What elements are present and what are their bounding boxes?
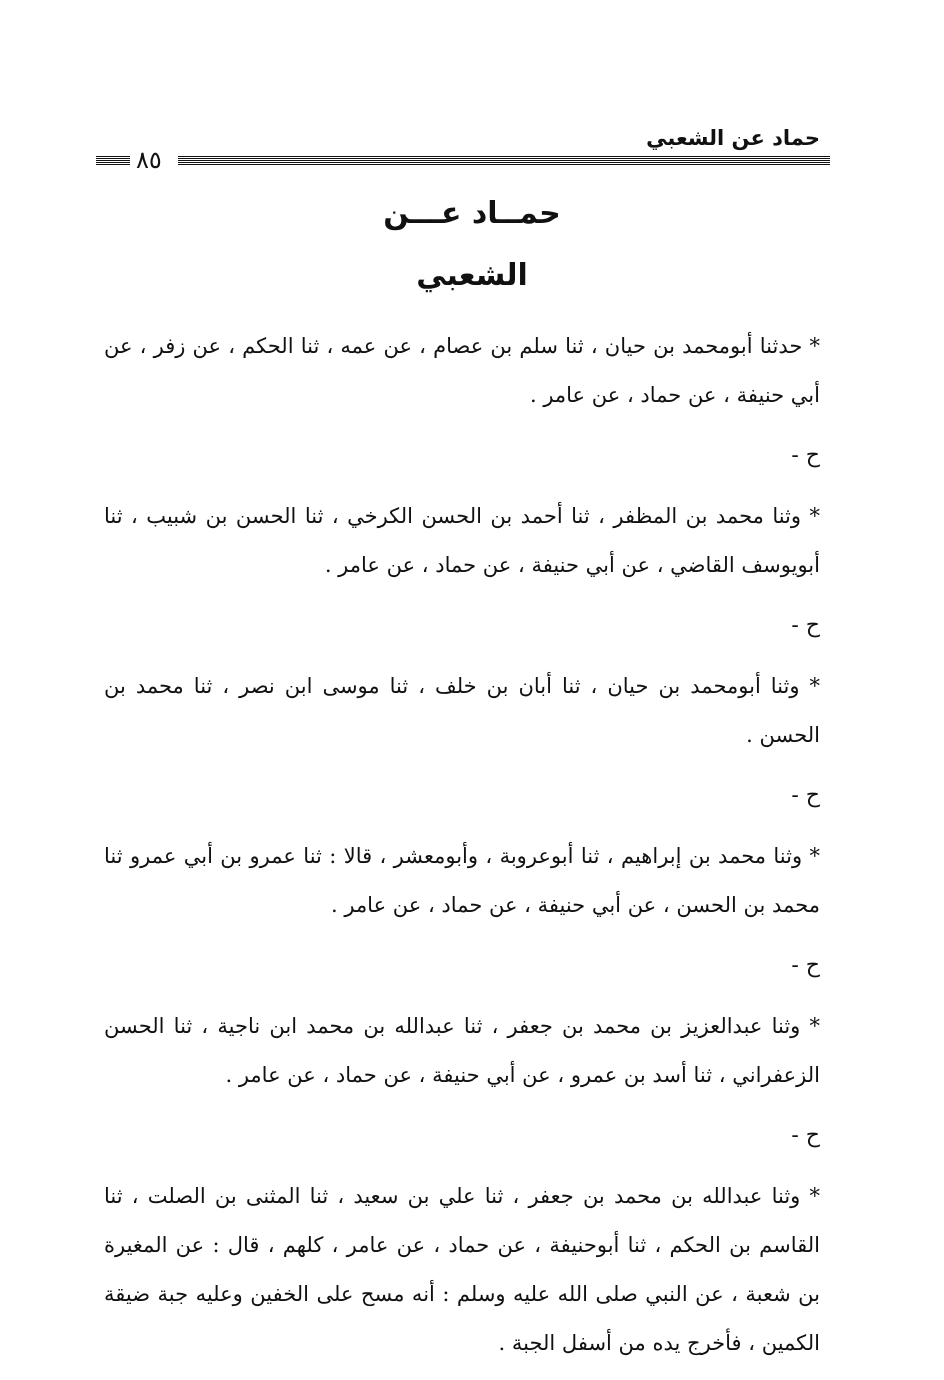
chain-divider-label: ح - <box>791 613 820 638</box>
chain-divider <box>104 1100 820 1172</box>
hadith-chain-5: * وثنا عبدالعزيز بن محمد بن جعفر ، ثنا عبدالله بن محمد ابن ناجية ، ثنا الحسن الزعفراني ، ثنا أسد بن عمرو ، عن أبي حنيفة ، عن حماد ، عن عامر . <box>104 1014 820 1087</box>
chapter-title-line-2: الشعبي <box>416 258 528 293</box>
chain-divider-label: ح - <box>791 783 820 808</box>
hadith-chain-2: * وثنا محمد بن المظفر ، ثنا أحمد بن الحسن الكرخي ، ثنا الحسن بن شبيب ، ثنا أبويوسف القاضي ، عن أبي حنيفة ، عن حماد ، عن عامر . <box>104 504 820 577</box>
chain-divider <box>104 760 820 832</box>
header-rule <box>178 156 830 166</box>
hadith-text-6: * وثنا عبدالله بن محمد بن جعفر ، ثنا علي بن سعيد ، ثنا المثنى بن الصلت ، ثنا القاسم بن الحكم ، ثنا أبوحنيفة ، عن حماد ، عن عامر ، كلهم ، قال : عن المغيرة بن شعبة ، عن النبي صلى الله عليه وسلم : أنه مسح على الخفين وعليه جبة ضيقة الكمين ، فأخرج يده من أسفل الجبة . <box>104 1184 820 1355</box>
hadith-chain-3: * وثنا أبومحمد بن حيان ، ثنا أبان بن خلف ، ثنا موسى ابن نصر ، ثنا محمد بن الحسن . <box>104 674 820 747</box>
chain-divider <box>104 930 820 1002</box>
chain-divider-label: ح - <box>791 1123 820 1148</box>
chain-divider <box>104 590 820 662</box>
page-number: ٨٥ <box>136 146 162 174</box>
body-text <box>104 322 820 1368</box>
hadith-chain-1: * حدثنا أبومحمد بن حيان ، ثنا سلم بن عصام ، عن عمه ، ثنا الحكم ، عن زفر ، عن أبي حنيفة ، عن حماد ، عن عامر . <box>104 334 820 407</box>
header-rule-short <box>96 156 130 166</box>
chain-divider <box>104 420 820 492</box>
chapter-title-line-1: حمــاد عـــن <box>383 196 561 231</box>
running-header-title: حماد عن الشعبي <box>646 126 820 150</box>
chain-divider-label: ح - <box>791 953 820 978</box>
hadith-chain-4: * وثنا محمد بن إبراهيم ، ثنا أبوعروبة ، وأبومعشر ، قالا : ثنا عمرو بن أبي عمرو ثنا محمد بن الحسن ، عن أبي حنيفة ، عن حماد ، عن عامر . <box>104 844 820 917</box>
chain-divider-label: ح - <box>791 443 820 468</box>
